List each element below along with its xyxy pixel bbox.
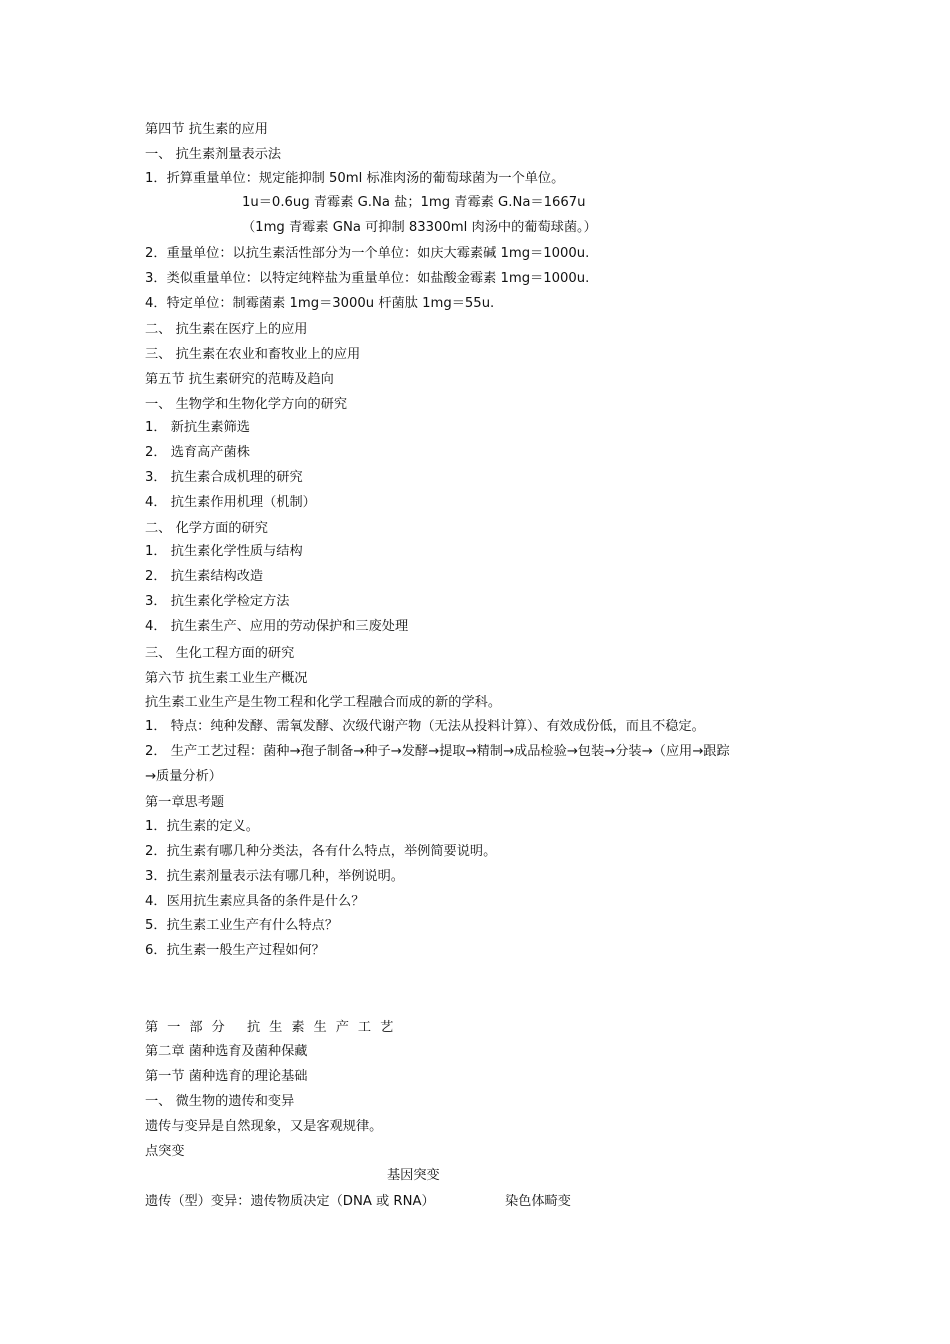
- list-item: 3． 抗生素化学检定方法: [145, 594, 290, 609]
- section-heading: 第六节 抗生素工业生产概况: [145, 671, 308, 686]
- diagram-label-chromosome-aberration: 染色体畸变: [505, 1194, 571, 1209]
- question-item: 5．抗生素工业生产有什么特点？: [145, 918, 339, 933]
- chapter-heading: 第二章 菌种选育及菌种保藏: [145, 1044, 308, 1059]
- subsection-heading: 一、 抗生素剂量表示法: [145, 147, 282, 162]
- paragraph: 遗传与变异是自然现象，又是客观规律。: [145, 1119, 383, 1134]
- formula-line: 1u＝0.6ug 青霉素 G.Na 盐；1mg 青霉素 G.Na＝1667u: [242, 195, 586, 210]
- question-item: 2．抗生素有哪几种分类法，各有什么特点，举例简要说明。: [145, 844, 497, 859]
- question-item: 6．抗生素一般生产过程如何？: [145, 943, 325, 958]
- paragraph: 抗生素工业生产是生物工程和化学工程融合而成的新的学科。: [145, 695, 502, 710]
- list-item: 2． 选育高产菌株: [145, 445, 250, 460]
- subsection-heading: 二、 化学方面的研究: [145, 521, 268, 536]
- list-item: 1． 抗生素化学性质与结构: [145, 544, 303, 559]
- list-item: 2． 抗生素结构改造: [145, 569, 264, 584]
- section-heading: 第一节 菌种选育的理论基础: [145, 1069, 308, 1084]
- chapter-questions-heading: 第一章思考题: [145, 795, 225, 810]
- list-item: 1． 特点：纯种发酵、需氧发酵、次级代谢产物（无法从投料计算）、有效成份低，而且不稳定。: [145, 719, 705, 734]
- subsection-heading: 一、 微生物的遗传和变异: [145, 1094, 295, 1109]
- question-item: 4．医用抗生素应具备的条件是什么？: [145, 894, 365, 909]
- list-item: 1． 新抗生素筛选: [145, 420, 250, 435]
- list-item: 4．特定单位：制霉菌素 1mg＝3000u 杆菌肽 1mg＝55u.: [145, 296, 495, 311]
- list-item: 2． 生产工艺过程：菌种→孢子制备→种子→发酵→提取→精制→成品检验→包装→分装→（应用→跟踪: [145, 744, 730, 759]
- subsection-heading: 三、 生化工程方面的研究: [145, 646, 295, 661]
- subsection-heading: 三、 抗生素在农业和畜牧业上的应用: [145, 347, 361, 362]
- list-item: 4． 抗生素生产、应用的劳动保护和三废处理: [145, 619, 409, 634]
- list-item: 2．重量单位：以抗生素活性部分为一个单位：如庆大霉素碱 1mg＝1000u.: [145, 246, 590, 261]
- list-item: 3．类似重量单位：以特定纯粹盐为重量单位：如盐酸金霉素 1mg＝1000u.: [145, 271, 590, 286]
- subsection-heading: 二、 抗生素在医疗上的应用: [145, 322, 308, 337]
- question-item: 1．抗生素的定义。: [145, 819, 259, 834]
- formula-note: （1mg 青霉素 GNa 可抑制 83300ml 肉汤中的葡萄球菌。）: [242, 220, 597, 235]
- section-heading: 第五节 抗生素研究的范畴及趋向: [145, 372, 334, 387]
- list-item: 3． 抗生素合成机理的研究: [145, 470, 303, 485]
- section-heading: 第四节 抗生素的应用: [145, 122, 268, 137]
- list-item: 4． 抗生素作用机理（机制）: [145, 495, 316, 510]
- diagram-label-genetic-variation: 遗传（型）变异：遗传物质决定（DNA 或 RNA）: [145, 1194, 435, 1209]
- part-heading: 第一部分 抗生素生产工艺: [145, 1020, 403, 1035]
- question-item: 3．抗生素剂量表示法有哪几种，举例说明。: [145, 869, 404, 884]
- list-item-continuation: →质量分析）: [145, 769, 222, 784]
- diagram-label-gene-mutation: 基因突变: [387, 1168, 440, 1183]
- subsection-heading: 一、 生物学和生物化学方向的研究: [145, 397, 348, 412]
- list-item: 1．折算重量单位：规定能抑制 50ml 标准肉汤的葡萄球菌为一个单位。: [145, 171, 565, 186]
- diagram-label-point-mutation: 点突变: [145, 1144, 185, 1159]
